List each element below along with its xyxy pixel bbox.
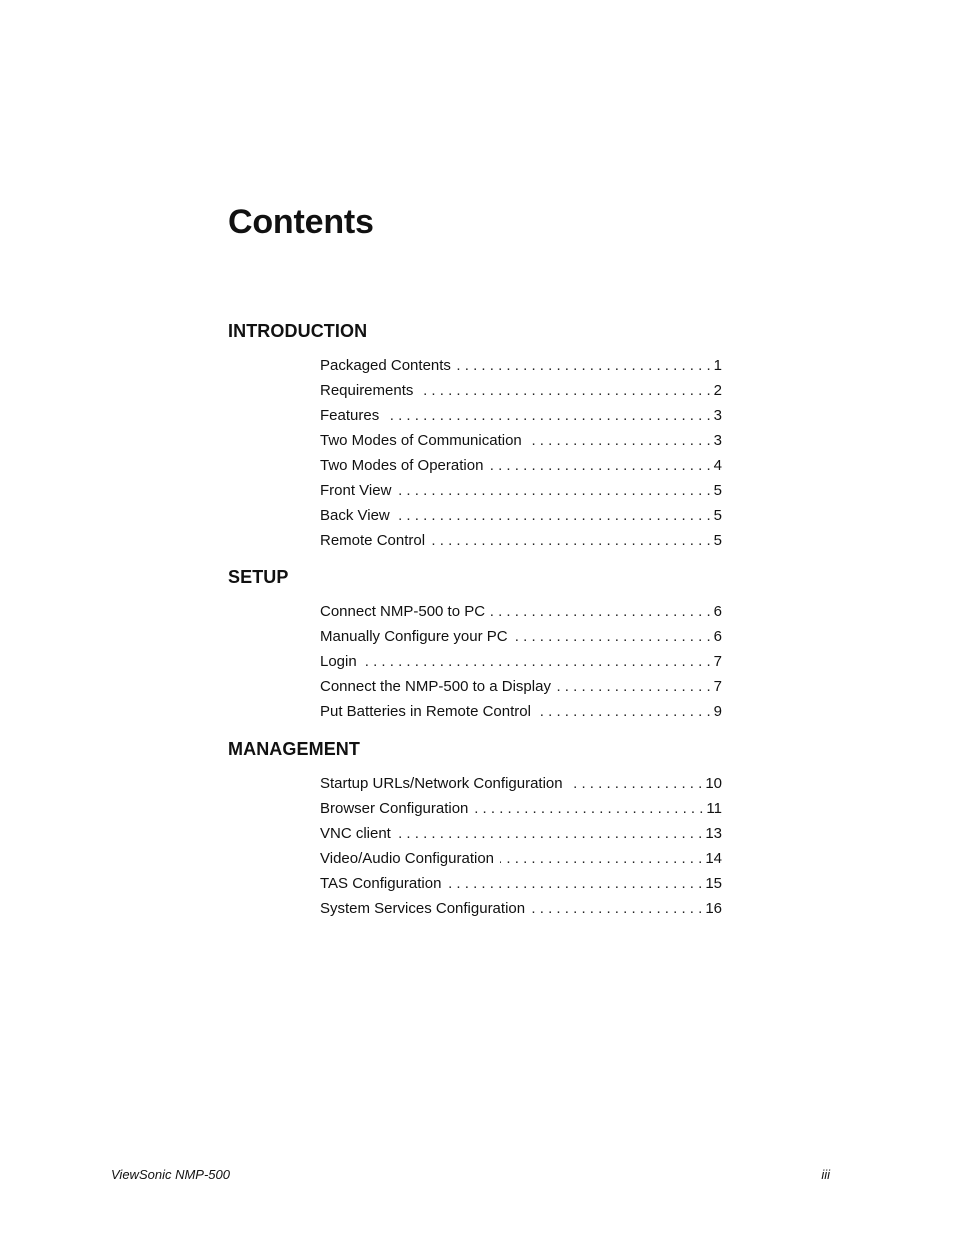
toc-entry-label: Manually Configure your PC xyxy=(320,628,508,645)
toc-entry-page: 14 xyxy=(705,850,722,867)
toc-entry-page: 6 xyxy=(713,628,722,645)
toc-entry[interactable] xyxy=(320,428,722,453)
toc-entry-page: 4 xyxy=(713,457,722,474)
toc-entry-label: Back View xyxy=(320,507,390,524)
footer-product-name: ViewSonic NMP-500 xyxy=(111,1167,230,1182)
toc-leader-dots xyxy=(491,599,711,624)
section-heading-introduction: INTRODUCTION xyxy=(228,321,368,341)
toc-leader-dots xyxy=(457,353,711,378)
toc-entry[interactable] xyxy=(320,674,722,699)
toc-entry-page: 7 xyxy=(713,678,722,695)
toc-list-introduction xyxy=(320,353,722,553)
toc-entry-label: Put Batteries in Remote Control xyxy=(320,703,531,720)
toc-list-management xyxy=(320,771,722,921)
toc-entry[interactable] xyxy=(320,353,722,378)
toc-entry-page: 10 xyxy=(705,775,722,792)
toc-entry-page: 5 xyxy=(713,532,722,549)
toc-entry-label: Login xyxy=(320,653,357,670)
toc-entry-label: Packaged Contents xyxy=(320,357,451,374)
toc-entry-label: System Services Configuration xyxy=(320,900,526,917)
toc-leader-dots xyxy=(474,796,703,821)
toc-entry[interactable] xyxy=(320,896,722,921)
section-heading-setup: SETUP xyxy=(228,567,289,587)
toc-entry[interactable] xyxy=(320,846,722,871)
toc-entry[interactable] xyxy=(320,796,722,821)
toc-entry-label: Two Modes of Operation xyxy=(320,457,484,474)
toc-entry-label: Remote Control xyxy=(320,532,426,549)
toc-leader-dots xyxy=(489,453,710,478)
toc-entry[interactable] xyxy=(320,699,722,724)
toc-entry-label: Connect the NMP-500 to a Display xyxy=(320,678,551,695)
toc-entry-label: Browser Configuration xyxy=(320,800,469,817)
toc-entry-page: 2 xyxy=(713,382,722,399)
toc-entry-label: Front View xyxy=(320,482,392,499)
toc-entry-label: Requirements xyxy=(320,382,414,399)
toc-list-setup xyxy=(320,599,722,724)
toc-leader-dots xyxy=(537,699,711,724)
toc-entry[interactable] xyxy=(320,624,722,649)
toc-leader-dots xyxy=(419,378,710,403)
section-heading-management: MANAGEMENT xyxy=(228,739,360,759)
toc-entry-page: 3 xyxy=(713,407,722,424)
toc-entry[interactable] xyxy=(320,821,722,846)
toc-entry-page: 16 xyxy=(705,900,722,917)
toc-entry-page: 5 xyxy=(713,482,722,499)
toc-entry[interactable] xyxy=(320,403,722,428)
toc-entry-page: 11 xyxy=(706,800,722,817)
toc-entry[interactable] xyxy=(320,771,722,796)
toc-leader-dots xyxy=(569,771,703,796)
toc-entry[interactable] xyxy=(320,453,722,478)
toc-leader-dots xyxy=(531,896,702,921)
toc-entry[interactable] xyxy=(320,478,722,503)
toc-entry-label: TAS Configuration xyxy=(320,875,442,892)
toc-leader-dots xyxy=(431,528,711,553)
toc-entry-page: 5 xyxy=(713,507,722,524)
footer-page-number: iii xyxy=(821,1167,830,1182)
toc-entry-page: 15 xyxy=(705,875,722,892)
toc-entry-page: 1 xyxy=(713,357,722,374)
toc-leader-dots xyxy=(447,871,702,896)
toc-leader-dots xyxy=(557,674,711,699)
toc-entry-label: Video/Audio Configuration xyxy=(320,850,495,867)
toc-entry-label: Startup URLs/Network Configuration xyxy=(320,775,563,792)
toc-leader-dots xyxy=(385,403,710,428)
toc-entry-page: 9 xyxy=(713,703,722,720)
toc-entry-label: Features xyxy=(320,407,380,424)
toc-entry-label: Connect NMP-500 to PC xyxy=(320,603,486,620)
toc-entry[interactable] xyxy=(320,599,722,624)
toc-leader-dots xyxy=(397,478,710,503)
toc-leader-dots xyxy=(396,503,711,528)
toc-entry-label: Two Modes of Communication xyxy=(320,432,522,449)
toc-entry[interactable] xyxy=(320,378,722,403)
toc-entry-page: 3 xyxy=(713,432,722,449)
toc-entry-page: 13 xyxy=(705,825,722,842)
toc-entry[interactable] xyxy=(320,503,722,528)
toc-entry-label: VNC client xyxy=(320,825,391,842)
toc-leader-dots xyxy=(397,821,702,846)
toc-entry[interactable] xyxy=(320,528,722,553)
toc-leader-dots xyxy=(514,624,711,649)
toc-entry-page: 7 xyxy=(713,653,722,670)
toc-leader-dots xyxy=(500,846,702,871)
toc-leader-dots xyxy=(528,428,711,453)
toc-entry[interactable] xyxy=(320,649,722,674)
toc-entry-page: 6 xyxy=(713,603,722,620)
toc-entry[interactable] xyxy=(320,871,722,896)
toc-leader-dots xyxy=(363,649,711,674)
page-title: Contents xyxy=(228,203,374,241)
